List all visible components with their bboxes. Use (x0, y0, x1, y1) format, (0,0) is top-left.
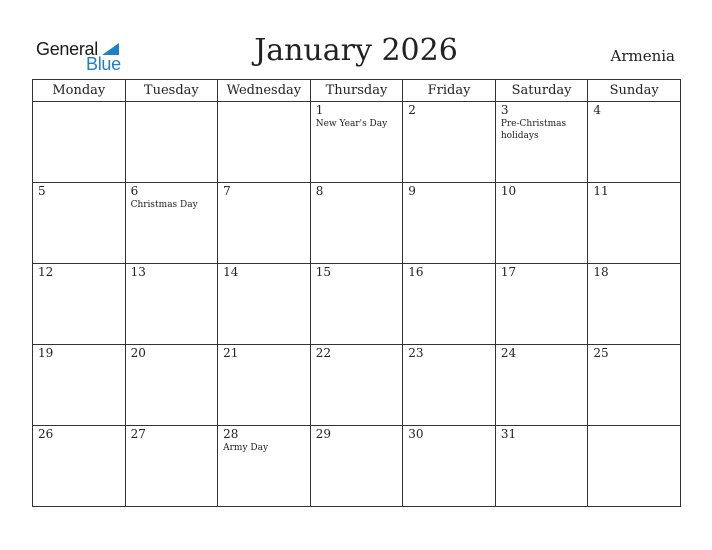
day-number: 8 (315, 184, 324, 198)
weekday-header: Tuesday (125, 80, 218, 102)
day-cell (403, 345, 496, 426)
day-cell (310, 102, 403, 183)
day-cell (495, 426, 588, 507)
day-cell (588, 183, 681, 264)
day-number: 16 (408, 265, 424, 279)
week-row (33, 183, 681, 264)
day-cell (33, 102, 126, 183)
day-cell (125, 264, 218, 345)
holiday-label: New Year's Day (315, 119, 388, 129)
day-number: 28 (223, 427, 239, 441)
day-cell (33, 183, 126, 264)
day-cell (218, 102, 311, 183)
day-cell (403, 183, 496, 264)
day-number: 31 (500, 427, 517, 441)
day-cell (33, 345, 126, 426)
day-cell (588, 264, 681, 345)
day-number: 18 (593, 265, 609, 279)
day-cell (218, 183, 311, 264)
calendar-grid (32, 79, 681, 507)
day-number: 3 (500, 103, 509, 117)
day-cell (218, 264, 311, 345)
day-cell (588, 345, 681, 426)
weekday-header: Sunday (588, 80, 681, 102)
day-number: 21 (223, 346, 239, 360)
weekday-header: Wednesday (218, 80, 311, 102)
weekday-header-row (33, 80, 681, 102)
weekday-header: Monday (33, 80, 126, 102)
day-cell (33, 264, 126, 345)
day-number: 26 (38, 427, 54, 441)
day-cell (588, 426, 681, 507)
week-row (33, 102, 681, 183)
day-cell (310, 183, 403, 264)
brand-blue-text: Blue (86, 54, 121, 74)
weekday-header: Friday (403, 80, 496, 102)
day-number: 17 (500, 265, 517, 279)
day-number: 25 (593, 346, 609, 360)
week-row (33, 264, 681, 345)
day-cell (125, 183, 218, 264)
day-cell (403, 264, 496, 345)
week-row (33, 426, 681, 507)
holiday-label: Army Day (223, 443, 269, 453)
day-cell (218, 345, 311, 426)
day-number: 1 (315, 103, 324, 117)
day-cell (310, 264, 403, 345)
day-number: 6 (130, 184, 139, 198)
country-label: Armenia (610, 47, 675, 65)
holiday-label: Pre-Christmas holidays (500, 119, 567, 141)
day-cell (33, 426, 126, 507)
day-cell (495, 102, 588, 183)
day-number: 27 (130, 427, 146, 441)
day-number: 14 (223, 265, 239, 279)
day-number: 10 (500, 184, 517, 198)
day-number: 22 (315, 346, 331, 360)
day-cell (588, 102, 681, 183)
brand-general-text: General (36, 39, 98, 59)
week-row (33, 345, 681, 426)
day-cell (403, 102, 496, 183)
day-cell (495, 183, 588, 264)
day-number: 24 (500, 346, 517, 360)
day-cell (310, 426, 403, 507)
weekday-header: Thursday (310, 80, 403, 102)
day-number: 30 (408, 427, 424, 441)
day-number: 4 (593, 103, 602, 117)
day-number: 23 (408, 346, 424, 360)
day-number: 7 (223, 184, 231, 198)
day-number: 19 (38, 346, 54, 360)
day-cell (125, 345, 218, 426)
day-cell (495, 345, 588, 426)
day-cell (218, 426, 311, 507)
day-number: 12 (38, 265, 54, 279)
day-number: 29 (315, 427, 331, 441)
day-cell (310, 345, 403, 426)
day-cell (403, 426, 496, 507)
day-cell (125, 102, 218, 183)
day-number: 13 (130, 265, 146, 279)
weekday-header: Saturday (495, 80, 588, 102)
day-number: 15 (315, 265, 331, 279)
day-number: 2 (408, 103, 416, 117)
day-number: 9 (408, 184, 416, 198)
day-number: 20 (130, 346, 146, 360)
day-number: 5 (38, 184, 46, 198)
day-number: 11 (593, 184, 609, 198)
day-cell (495, 264, 588, 345)
holiday-label: Christmas Day (130, 200, 198, 210)
page-title: January 2026 (254, 33, 458, 68)
day-cell (125, 426, 218, 507)
